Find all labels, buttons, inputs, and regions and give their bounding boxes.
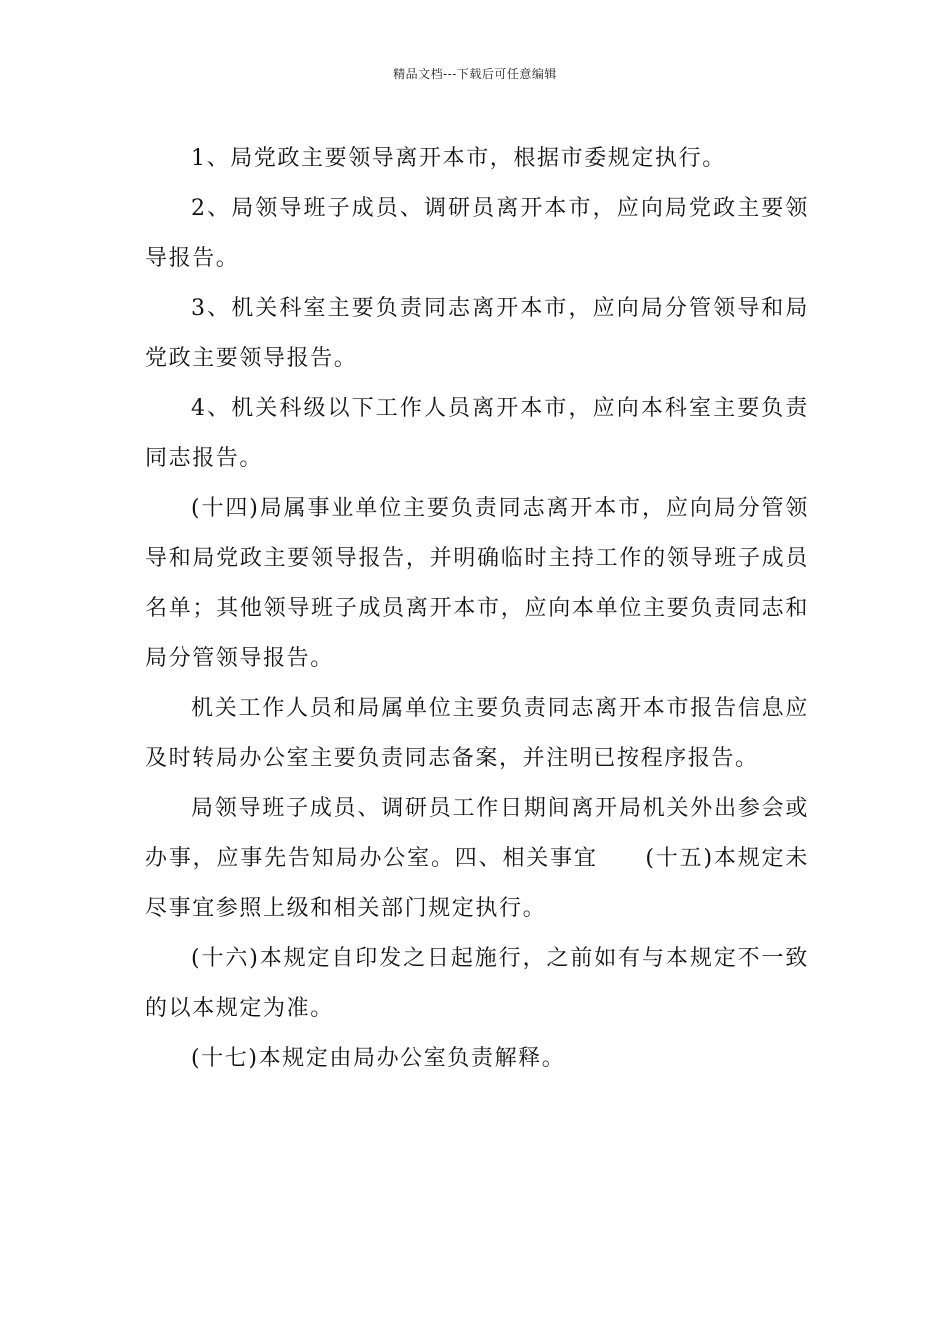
paragraph-1: 1、局党政主要领导离开本市，根据市委规定执行。 [191, 146, 726, 171]
page-header: 精品文档---下载后可任意编辑 [393, 67, 557, 81]
document-body [145, 134, 809, 1084]
paragraph-6: 机关工作人员和局属单位主要负责同志离开本市报告信息应及时转局办公室主要负责同志备案，并注明已按程序报告。 [145, 696, 809, 771]
paragraph-5: (十四)局属事业单位主要负责同志离开本市，应向局分管领导和局党政主要领导报告，并明确临时主持工作的领导班子成员名单；其他领导班子成员离开本市，应向本单位主要负责同志和局分管领导报告。 [145, 496, 809, 671]
paragraph-9: (十七)本规定由局办公室负责解释。 [191, 1046, 566, 1071]
paragraph-8: (十六)本规定自印发之日起施行，之前如有与本规定不一致的以本规定为准。 [145, 946, 809, 1021]
paragraph-4: 4、机关科级以下工作人员离开本市，应向本科室主要负责同志报告。 [145, 396, 809, 471]
paragraph-3: 3、机关科室主要负责同志离开本市，应向局分管领导和局党政主要领导报告。 [145, 296, 809, 371]
paragraph-7: 局领导班子成员、调研员工作日期间离开局机关外出参会或办事，应事先告知局办公室。四、相关事宜 (十五)本规定未尽事宜参照上级和相关部门规定执行。 [145, 796, 809, 921]
paragraph-2: 2、局领导班子成员、调研员离开本市，应向局党政主要领导报告。 [145, 196, 809, 271]
